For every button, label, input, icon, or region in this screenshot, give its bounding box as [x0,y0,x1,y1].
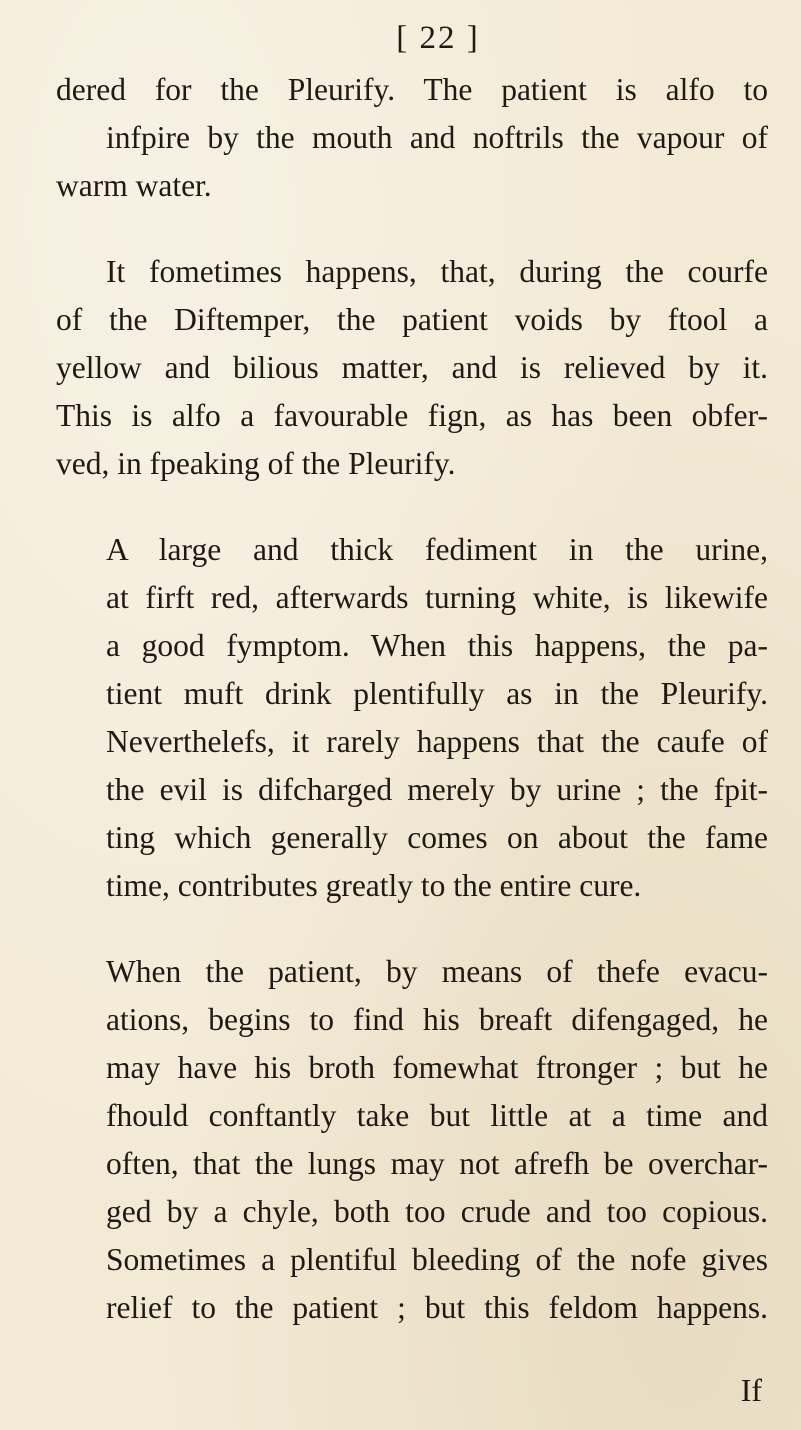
paragraph-4 [56,948,768,1332]
book-page [56,18,768,1414]
catchword: If [740,1372,762,1408]
text-line: ations, begins to find his breaft difengaged, he [106,1002,768,1037]
text-line: of the Diftemper, the patient voids by ftool a [56,302,768,337]
text-line: the evil is difcharged merely by urine ; the fpit- [106,772,768,807]
text-line: dered for the Pleurify. The patient is alfo to [56,72,768,107]
text-line: fhould conftantly take but little at a time and [106,1098,768,1133]
text-line: at firft red, afterwards turning white, is likewife [106,580,768,615]
text-line: This is alfo a favourable fign, as has been obfer- [56,398,768,433]
text-line: infpire by the mouth and noftrils the vapour of [106,120,768,155]
text-line: relief to the patient ; but this feldom happens. [106,1290,768,1325]
text-line: ged by a chyle, both too crude and too copious. [106,1194,768,1229]
text-line: A large and thick fediment in the urine, [106,532,768,567]
text-line: ting which generally comes on about the fame [106,820,768,855]
text-line: Sometimes a plentiful bleeding of the nofe gives [106,1242,768,1277]
text-line: Neverthelefs, it rarely happens that the caufe of [106,724,768,759]
text-line: tient muft drink plentifully as in the Pleurify. [106,676,768,711]
text-line: time, contributes greatly to the entire cure. [106,868,642,903]
page-number: [ 22 ] [396,20,480,56]
text-line: yellow and bilious matter, and is relieved by it. [56,350,768,385]
text-line: It fometimes happens, that, during the courfe [106,254,768,289]
text-line: When the patient, by means of thefe evacu- [106,954,768,989]
text-line: warm water. [56,168,212,203]
text-line: often, that the lungs may not afrefh be overchar- [106,1146,768,1181]
paragraph-3 [56,526,768,910]
paragraph-2 [56,248,768,488]
text-line: ved, in fpeaking of the Pleurify. [56,446,456,481]
paragraph-1 [56,66,768,210]
text-line: may have his broth fomewhat ftronger ; but he [106,1050,768,1085]
text-line: a good fymptom. When this happens, the pa- [106,628,768,663]
